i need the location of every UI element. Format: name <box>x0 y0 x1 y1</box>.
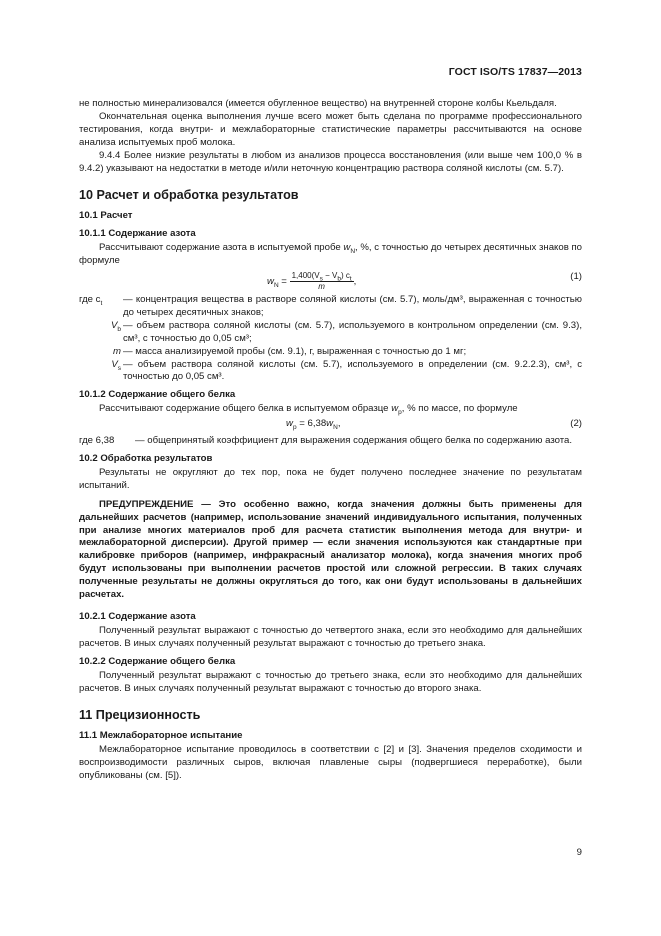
definition-row: $V_b$ — объем раствора соляной кислоты (см. 5.7), используемого в контрольном определении (см. 9.3), см³, с точностью до 0,05 см³; <box>110 319 582 344</box>
section-heading-10: 10 Расчет и обработка результатов <box>79 188 299 203</box>
paragraph: Рассчитывают содержание азота в испытуемой пробе $w_N$, %, с точностью до четырех десятичных знаков по формуле <box>79 242 583 267</box>
subsection-heading-10-1-2: 10.1.2 Содержание общего белка <box>79 389 236 401</box>
paragraph: Межлабораторное испытание проводилось в соответствии с [2] и [3]. Значения пределов сходимости и воспроизводимости различных сыров, включая плавленые сыры (подвергшиеся переработке), были опубликованы (см. [5]). <box>79 744 582 782</box>
paragraph: Окончательная оценка выполнения лучше всего может быть сделана по программе профессионального тестирования, когда внутри- и межлабораторные статистические параметры рассчитываются на основе анализа испытуемых проб молока. <box>79 110 582 148</box>
subsection-heading-10-1-1: 10.1.1 Содержание азота <box>79 228 196 240</box>
paragraph: Полученный результат выражают с точностью до четвертого знака, если это необходимо для дальнейших расчетов. В иных случаях полученный результат выражают с точностью до третьего знака. <box>79 624 582 649</box>
formula-1 <box>79 270 582 292</box>
paragraph: не полностью минерализовался (имеется обугленное вещество) на внутренней стороне колбы Кьельдаля. <box>79 98 557 109</box>
formula-fraction: $\frac{1,400(V_s - V_b) c_t}{m}$ <box>291 270 352 291</box>
definitions-list <box>79 294 582 384</box>
definition-row: m — масса анализируемой пробы (см. 9.1), г, выраженная с точностью до 1 мг; <box>113 345 467 357</box>
document-body <box>79 98 582 783</box>
formula-2 <box>79 418 582 433</box>
subsection-heading-10-1: 10.1 Расчет <box>79 210 133 222</box>
subsection-heading-10-2: 10.2 Обработка результатов <box>79 453 213 465</box>
paragraph: 9.4.4 Более низкие результаты в любом из анализов процесса восстановления (или выше чем 100,0 % в 9.4.2) указывают на недостатки в методе и/или неточную концентрацию раствора соляной кислоты (см. 5.7). <box>79 149 582 174</box>
formula-number: (1) <box>570 270 582 282</box>
definition-row: где $c_t$ — концентрация вещества в растворе соляной кислоты (см. 5.7), моль/дм³, выраженная с точностью до четырех десятичных знаков; <box>79 293 582 318</box>
formula-expression: $w_p = 6,38w_N$, <box>286 418 341 432</box>
definition-row: $V_s$ — объем раствора соляной кислоты (см. 5.7), используемого в определении (см. 9.2.2.3), см³, с точностью до 0,05 см³. <box>111 358 582 383</box>
subsection-heading-10-2-1: 10.2.1 Содержание азота <box>79 611 196 622</box>
document-header: ГОСТ ISO/TS 17837—2013 <box>448 66 582 78</box>
paragraph: Рассчитывают содержание общего белка в испытуемом образце $w_p$, % по массе, по формуле <box>99 403 518 417</box>
paragraph: Полученный результат выражают с точностью до третьего знака, если это необходимо для дальнейших расчетов. В иных случаях полученный результат выражают с точностью до второго знака. <box>79 669 582 694</box>
definition-row: где 6,38 — общепринятый коэффициент для выражения содержания общего белка по содержанию азота. <box>79 435 573 447</box>
subsection-heading-10-2-2: 10.2.2 Содержание общего белка <box>79 655 236 667</box>
page-number: 9 <box>576 847 582 858</box>
warning-paragraph: ПРЕДУПРЕЖДЕНИЕ — Это особенно важно, когда значения должны быть применены для дальнейших расчетов (например, использование значений индивидуального испытания, полученных при анализе многих материалов проб для расчета статистик выполнения метода для внутри- и межлабораторной дисперсии). Другой пример — если значения используются как стандартные при калибровке приборов (например, инфракрасный анализатор молока), когда значения многих проб будут использованы при выполнении расчетов простой или сложной регрессии. В таких случаях полученные результаты не должны округляться до того, как они будут использованы в дальнейших расчетах. <box>79 498 582 601</box>
subsection-heading-11-1: 11.1 Межлабораторное испытание <box>79 730 243 742</box>
section-heading-11: 11 Прецизионность <box>79 708 201 723</box>
formula-expression: $w_N$ = $\frac{1,400(V_s - V_b) c_t}{m}$ , <box>267 270 357 291</box>
paragraph: Результаты не округляют до тех пор, пока не будет получено последнее значение по результатам испытаний. <box>79 466 582 491</box>
formula-number: (2) <box>570 418 582 430</box>
